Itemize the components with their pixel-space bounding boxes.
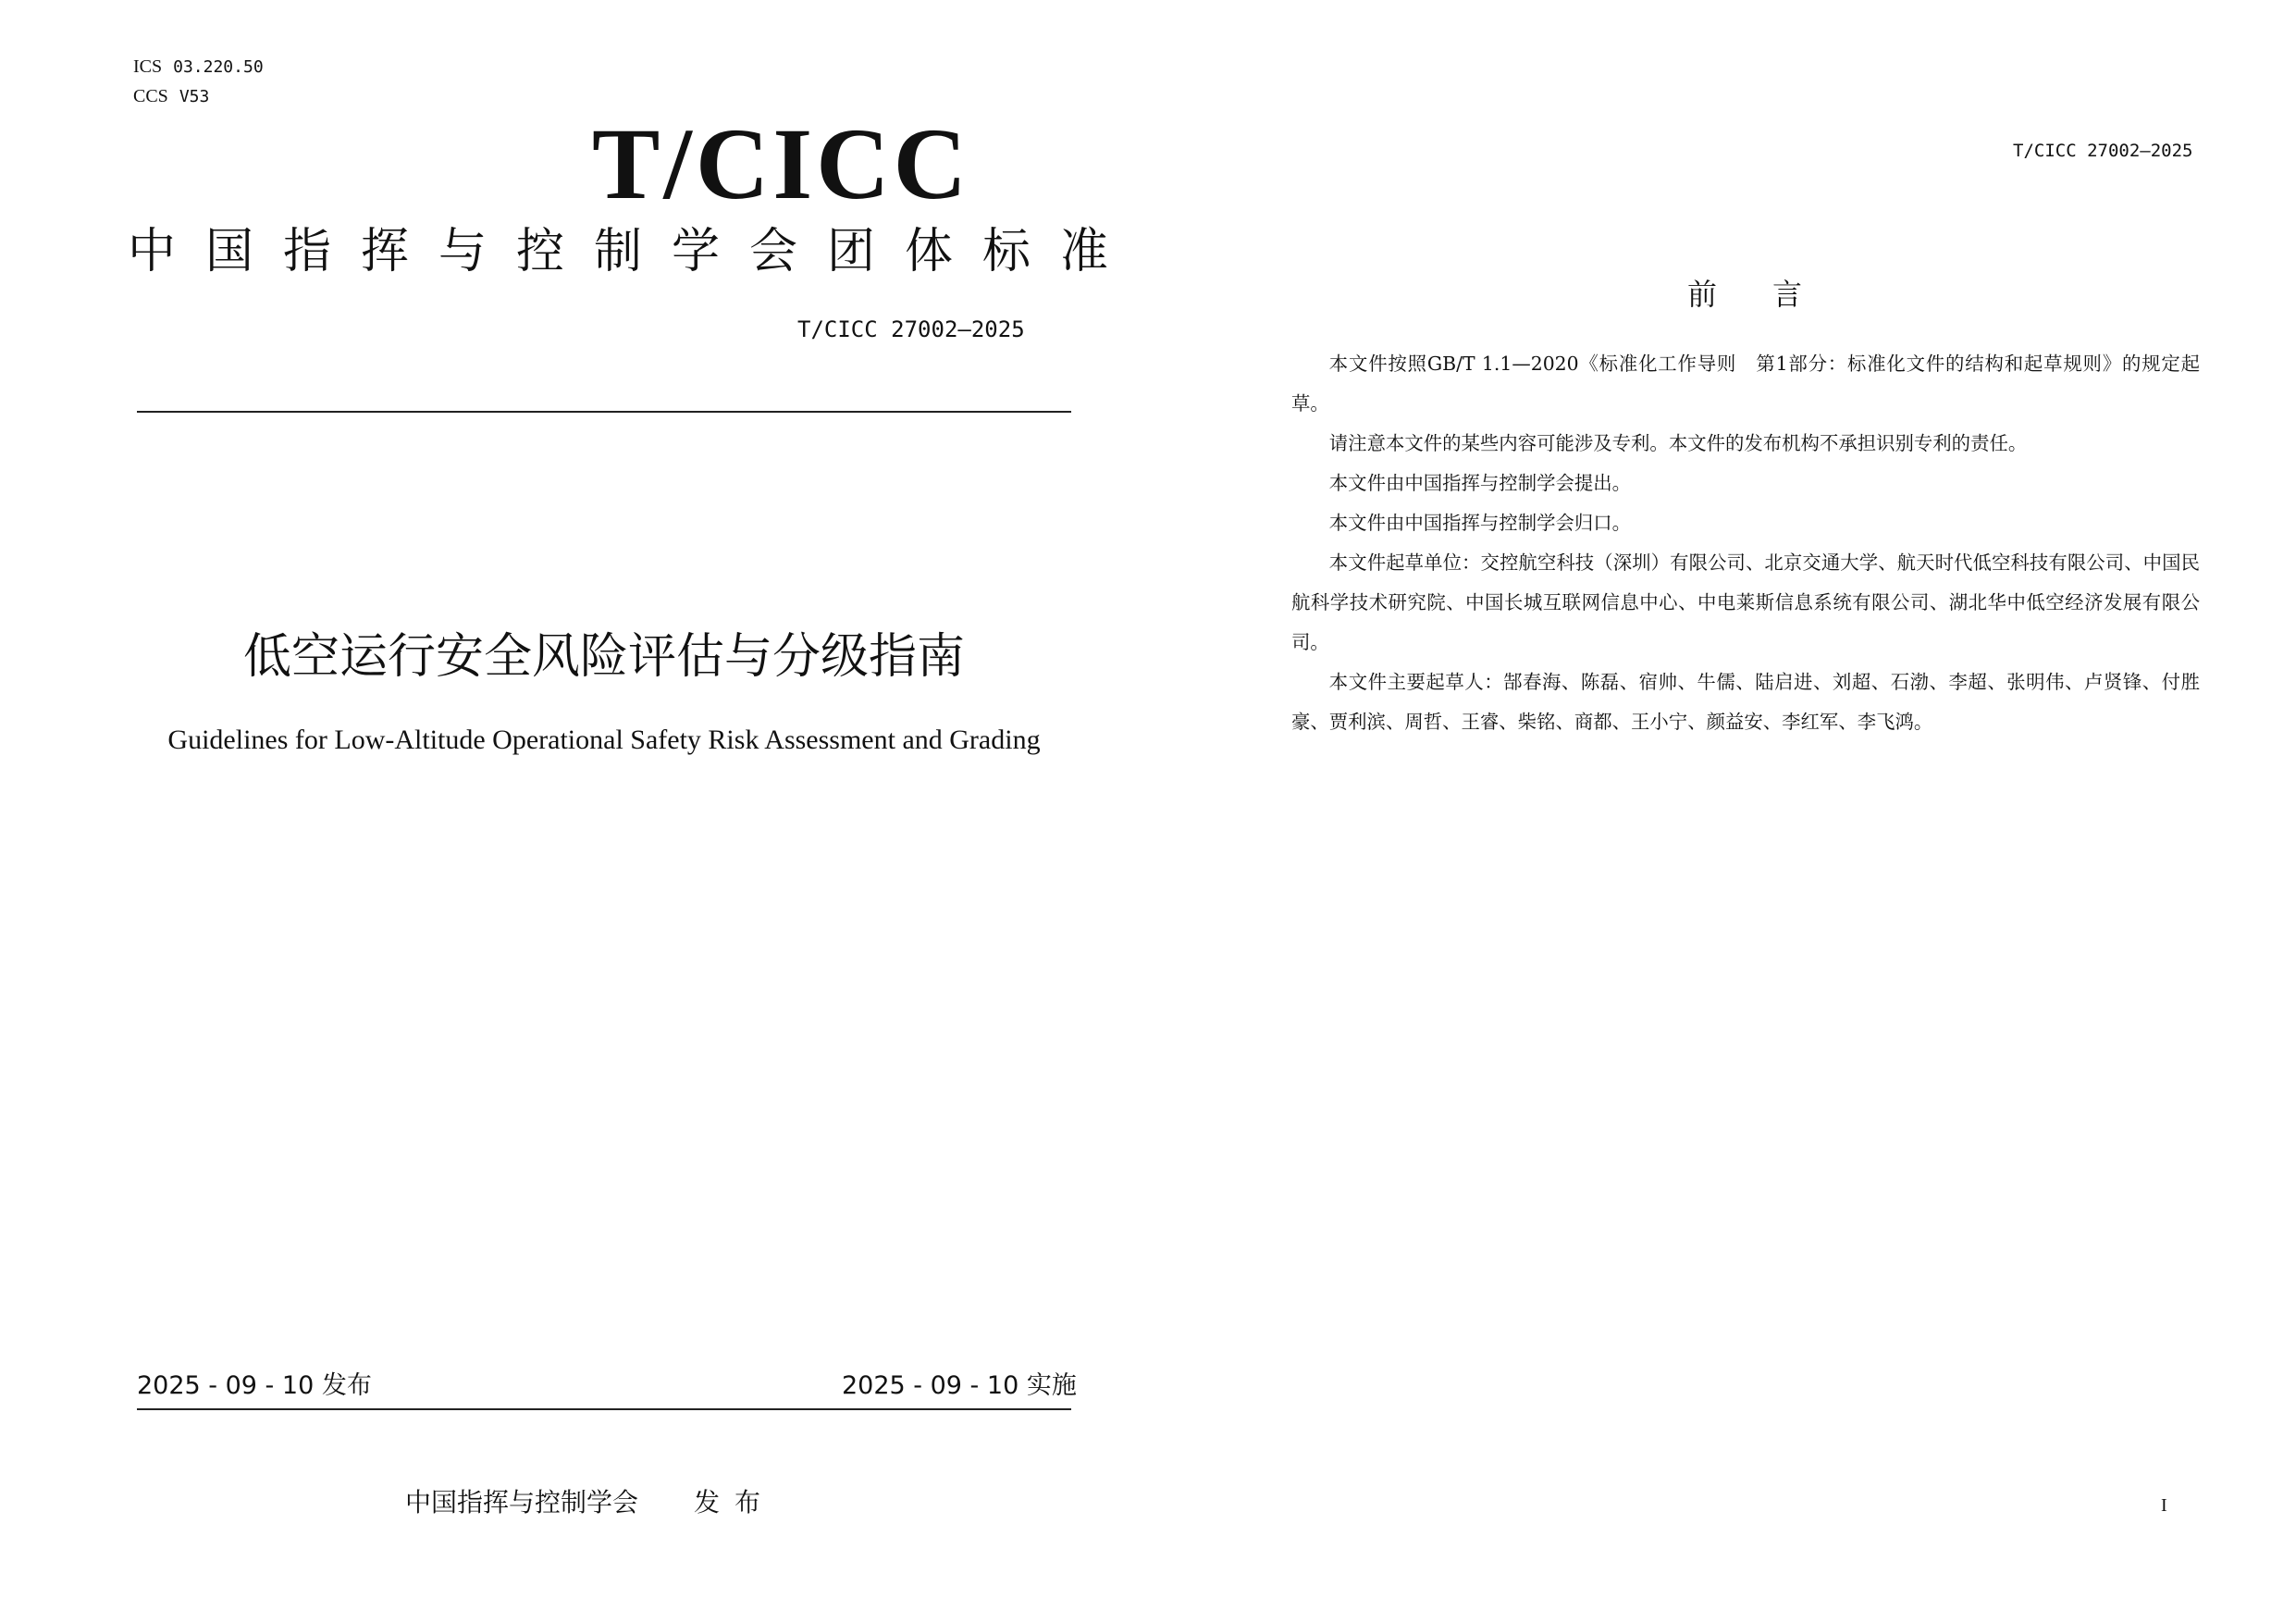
standard-logo: T/CICC	[592, 107, 971, 220]
foreword-body	[1291, 344, 2200, 742]
publisher-name: 中国指挥与控制学会	[405, 1487, 639, 1518]
publish-date: 2025 - 09 - 10 发布	[137, 1371, 372, 1400]
foreword-paragraph: 本文件起草单位：交控航空科技（深圳）有限公司、北京交通大学、航天时代低空科技有限公司、中国民航科学技术研究院、中国长城互联网信息中心、中电莱斯信息系统有限公司、湖北华中低空经济发展有限公司。	[1291, 551, 2200, 653]
foreword-heading: 前言	[1686, 277, 1858, 312]
ccs-value: V53	[179, 87, 210, 106]
cover-top-divider	[137, 411, 1071, 413]
document-title-cn: 低空运行安全风险评估与分级指南	[242, 629, 965, 685]
foreword-paragraph: 本文件由中国指挥与控制学会提出。	[1328, 472, 1632, 494]
ics-label: ICS	[133, 56, 163, 77]
ics-classification	[133, 56, 264, 79]
publisher-line	[405, 1484, 775, 1521]
foreword-paragraph: 本文件由中国指挥与控制学会归口。	[1328, 512, 1632, 534]
foreword-paragraph: 本文件主要起草人：郜春海、陈磊、宿帅、牛儒、陆启进、刘超、石渤、李超、张明伟、卢贤锋、付胜豪、贾利滨、周哲、王睿、柴铭、商都、王小宁、颜益安、李红军、李飞鸿。	[1291, 671, 2200, 733]
foreword-paragraph: 请注意本文件的某些内容可能涉及专利。本文件的发布机构不承担识别专利的责任。	[1328, 432, 2028, 454]
foreword-paragraph: 本文件按照GB/T 1.1—2020《标准化工作导则 第1部分：标准化文件的结构和起草规则》的规定起草。	[1291, 353, 2200, 415]
page-header-number: T/CICC 27002—2025	[2013, 141, 2193, 161]
issue-word: 发布	[694, 1487, 776, 1518]
cover-bottom-divider	[137, 1408, 1071, 1410]
effective-date: 2025 - 09 - 10 实施	[842, 1371, 1077, 1400]
document-title-en: Guidelines for Low-Altitude Operational Safety Risk Assessment and Grading	[167, 725, 1041, 755]
ccs-classification	[133, 85, 209, 108]
ics-value: 03.220.50	[173, 57, 264, 77]
ccs-label: CCS	[133, 86, 168, 106]
page-number: I	[2161, 1495, 2167, 1516]
cover-standard-number: T/CICC 27002—2025	[797, 316, 1025, 342]
org-standard-title: 中国指挥与控制学会团体标准	[128, 224, 1139, 279]
